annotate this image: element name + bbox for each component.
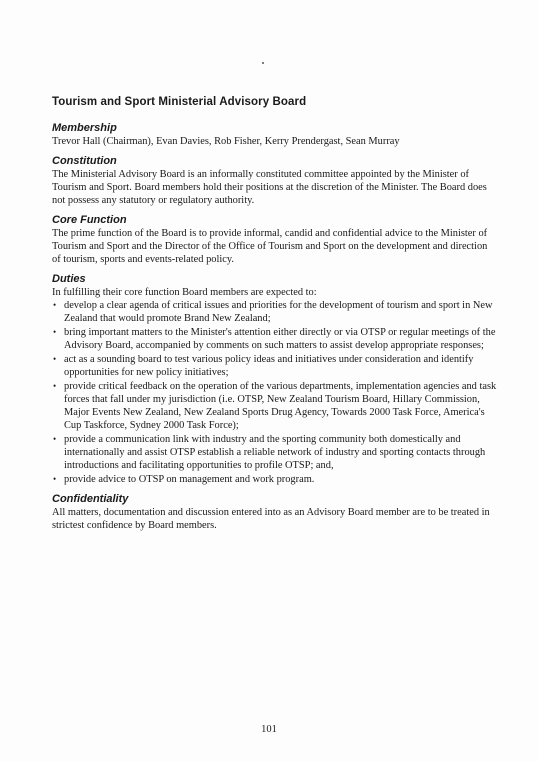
bullet-icon: •	[53, 327, 57, 337]
bullet-icon: •	[53, 381, 57, 391]
section-duties	[52, 273, 498, 486]
section-core-function	[52, 214, 498, 266]
list-item-text: bring important matters to the Minister's attention either directly or via OTSP or regular meetings of the Advisory Board, accompanied by comments on such matters to assist develop appropriate responses;	[64, 327, 496, 351]
bullet-icon: •	[53, 354, 57, 364]
list-item-text: act as a sounding board to test various policy ideas and initiatives under consideration and identify opportunities for new policy initiatives;	[64, 354, 474, 378]
section-heading: Duties	[52, 273, 86, 285]
list-item	[52, 326, 498, 352]
section-heading: Membership	[52, 122, 117, 134]
bullet-icon: •	[53, 300, 57, 310]
section-text: All matters, documentation and discussion entered into as an Advisory Board member are to be treated in strictest confidence by Board members.	[52, 507, 490, 531]
list-item-text: provide critical feedback on the operation of the various departments, implementation agencies and task forces that fall under my jurisdiction (i.e. OTSP, New Zealand Tourism Board, Hillary Commission, Major Events New Zealand, New Zealand Sports Drug Agency, Towards 2000 Task Force, America's Cup Taskforce, Sydney 2000 Task Force);	[64, 381, 497, 431]
document-content	[52, 96, 498, 539]
section-text: Trevor Hall (Chairman), Evan Davies, Rob Fisher, Kerry Prendergast, Sean Murray	[52, 136, 400, 147]
list-item	[52, 473, 498, 486]
list-item	[52, 353, 498, 379]
list-item-text: provide advice to OTSP on management and work program.	[64, 474, 315, 485]
bullet-icon: •	[53, 434, 57, 444]
list-item-text: develop a clear agenda of critical issues and priorities for the development of tourism and sport in New Zealand that would promote Brand New Zealand;	[64, 300, 493, 324]
page-number: 101	[261, 724, 277, 735]
section-heading: Constitution	[52, 155, 117, 167]
section-text: The prime function of the Board is to provide informal, candid and confidential advice to the Minister of Tourism and Sport and the Director of the Office of Tourism and Sport on the development and direction of tourism, sports and events-related policy.	[52, 228, 488, 265]
section-constitution	[52, 155, 498, 207]
section-confidentiality	[52, 493, 498, 532]
list-item-text: provide a communication link with industry and the sporting community both domestically and internationally and assist OTSP establish a reliable network of industry and sporting contacts through introductions and facilitating opportunities to profile OTSP; and,	[64, 434, 486, 471]
section-heading: Core Function	[52, 214, 127, 226]
section-heading: Confidentiality	[52, 493, 129, 505]
scan-speck	[262, 62, 264, 64]
section-text: In fulfilling their core function Board members are expected to:	[52, 287, 317, 298]
duties-list	[52, 299, 498, 486]
bullet-icon: •	[53, 474, 57, 484]
document-title: Tourism and Sport Ministerial Advisory Board	[52, 96, 307, 108]
section-membership	[52, 122, 498, 148]
section-text: The Ministerial Advisory Board is an informally constituted committee appointed by the Minister of Tourism and Sport. Board members hold their positions at the discretion of the Minister. The Board does not possess any statutory or regulatory authority.	[52, 169, 487, 206]
list-item	[52, 380, 498, 432]
list-item	[52, 299, 498, 325]
list-item	[52, 433, 498, 472]
